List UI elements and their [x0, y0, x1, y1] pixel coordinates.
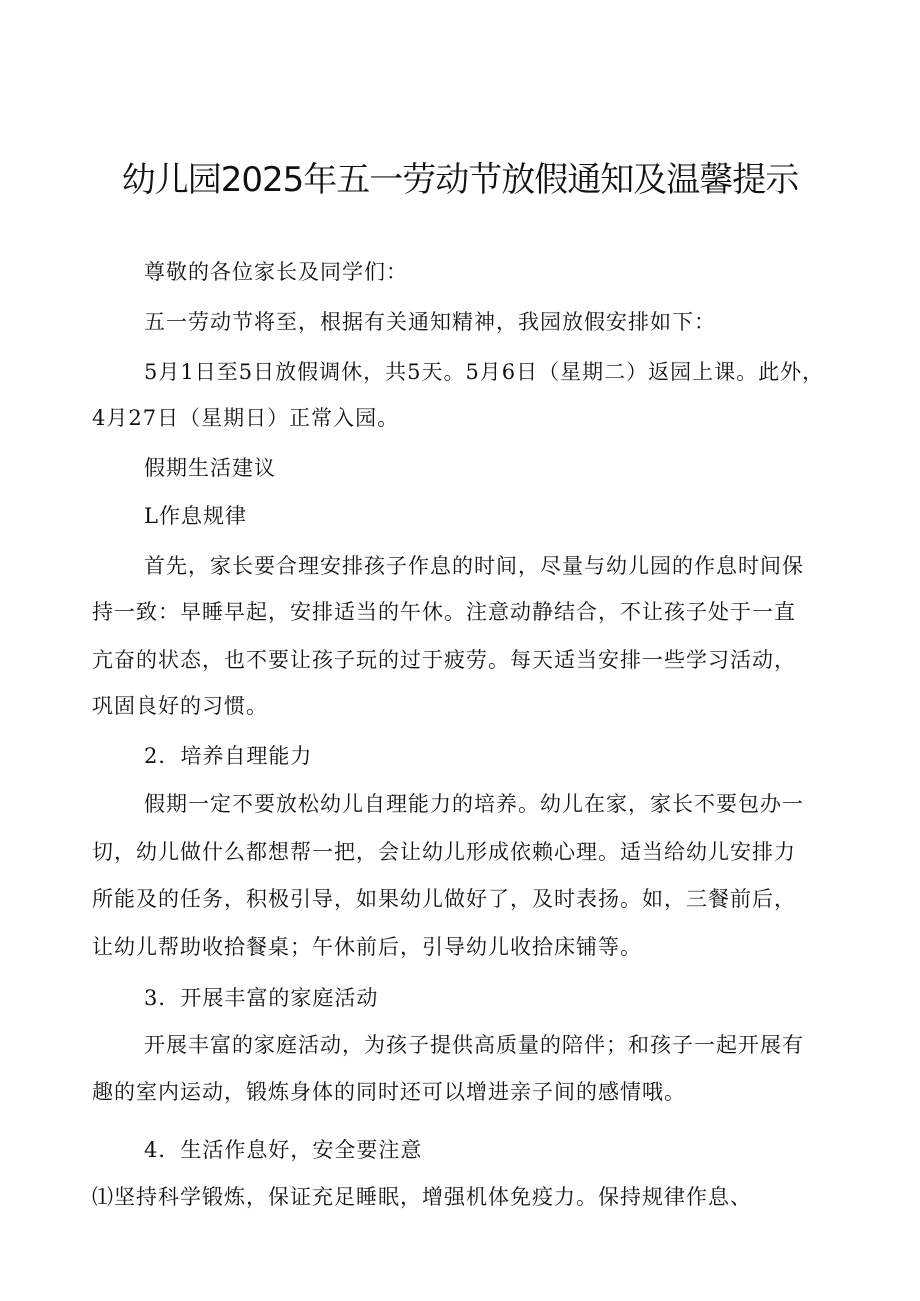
subheading-self-care: 2．培养自理能力: [144, 744, 313, 768]
routine-paragraph-line-2: 持一致：早睡早起，安排适当的午休。注意动静结合，不让孩子处于一直: [92, 600, 796, 624]
family-activities-paragraph-line-2: 趣的室内运动，锻炼身体的同时还可以增进亲子间的感情哦。: [92, 1080, 686, 1104]
holiday-arrangement-line-2: 4月27日（星期日）正常入园。: [92, 406, 400, 430]
routine-paragraph-line-4: 巩固良好的习惯。: [92, 694, 268, 718]
greeting-line: 尊敬的各位家长及同学们：: [144, 260, 408, 284]
safety-paragraph-line-1: ⑴坚持科学锻炼，保证充足睡眠，增强机体免疫力。保持规律作息、: [92, 1185, 752, 1209]
notice-intro-line: 五一劳动节将至，根据有关通知精神，我园放假安排如下：: [144, 310, 716, 334]
routine-paragraph-line-1: 首先，家长要合理安排孩子作息的时间，尽量与幼儿园的作息时间保: [144, 554, 804, 578]
subheading-routine: L作息规律: [144, 504, 247, 528]
holiday-arrangement-line-1: 5月1日至5日放假调休，共5天。5月6日（星期二）返园上课。此外，: [144, 360, 825, 384]
subheading-safety: 4．生活作息好，安全要注意: [144, 1138, 423, 1162]
routine-paragraph-line-3: 亢奋的状态，也不要让孩子玩的过于疲劳。每天适当安排一些学习活动，: [92, 648, 796, 672]
subheading-family-activities: 3．开展丰富的家庭活动: [144, 986, 379, 1010]
section-heading-holiday-advice: 假期生活建议: [144, 456, 276, 480]
self-care-paragraph-line-1: 假期一定不要放松幼儿自理能力的培养。幼儿在家，家长不要包办一: [144, 792, 804, 816]
family-activities-paragraph-line-1: 开展丰富的家庭活动，为孩子提供高质量的陪伴；和孩子一起开展有: [144, 1033, 804, 1057]
self-care-paragraph-line-2: 切，幼儿做什么都想帮一把，会让幼儿形成依赖心理。适当给幼儿安排力: [92, 840, 796, 864]
self-care-paragraph-line-4: 让幼儿帮助收拾餐桌；午休前后，引导幼儿收拾床铺等。: [92, 935, 642, 959]
document-title: 幼儿园2025年五一劳动节放假通知及温馨提示: [121, 160, 799, 200]
self-care-paragraph-line-3: 所能及的任务，积极引导，如果幼儿做好了，及时表扬。如，三餐前后，: [92, 887, 796, 911]
